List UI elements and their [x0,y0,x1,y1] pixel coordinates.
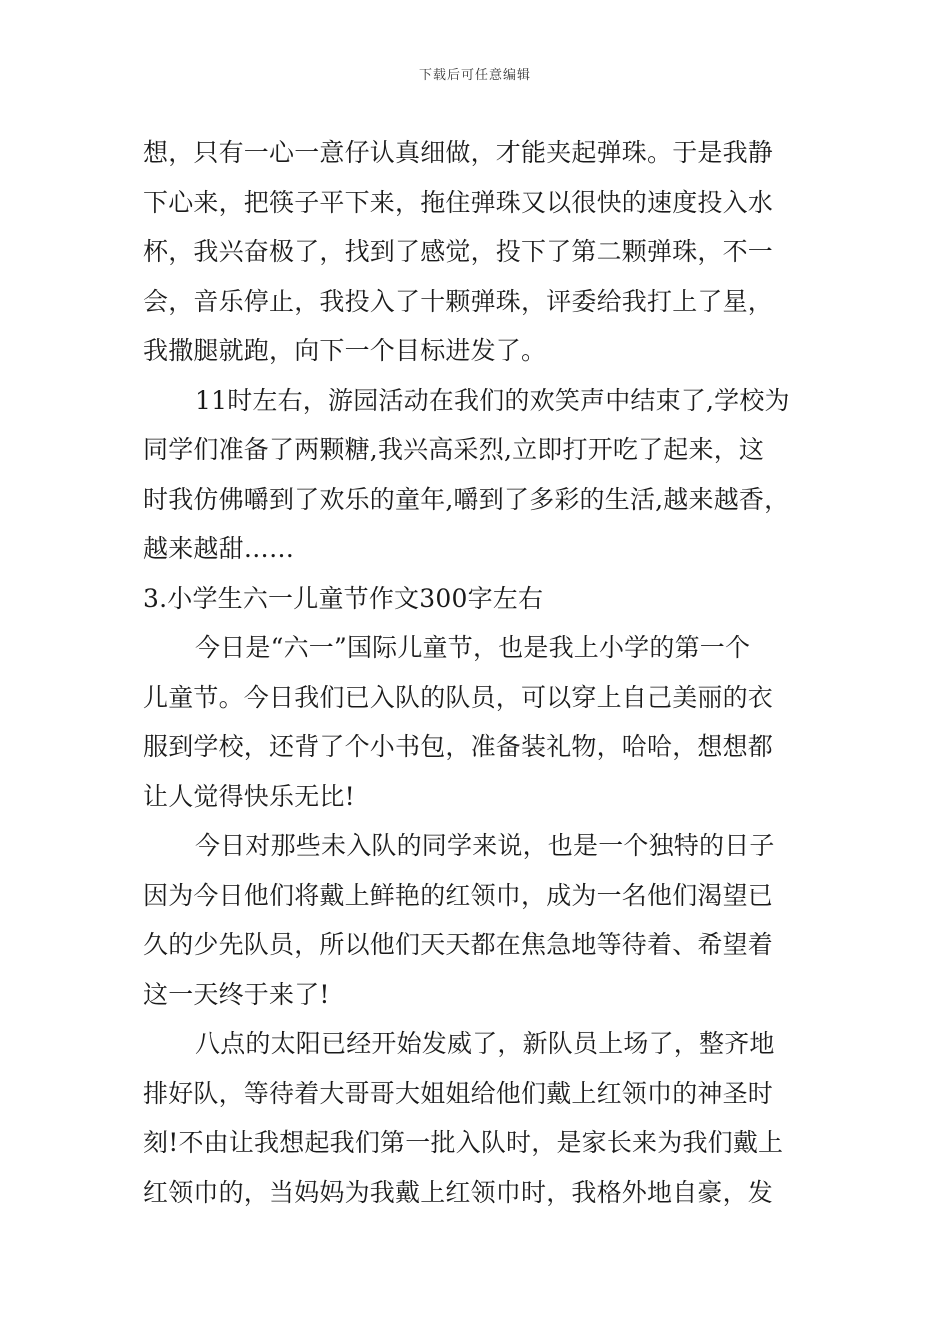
text-line: 八点的太阳已经开始发威了，新队员上场了，整齐地 [195,1029,775,1058]
text-line: 今日对那些未入队的同学来说，也是一个独特的日子 [195,831,775,860]
page-header: 下载后可任意编辑 [418,68,531,83]
text-line: 想，只有一心一意仔认真细做，才能夹起弹珠。于是我静 [143,138,774,167]
text-line: 久的少先队员，所以他们天天都在焦急地等待着、希望着 [143,930,774,959]
text-line: 因为今日他们将戴上鲜艳的红领巾，成为一名他们渴望已 [143,880,774,910]
text-line: 服到学校，还背了个小书包，准备装礼物，哈哈，想想都 [143,732,774,761]
text-line: 越来越甜…… [143,534,295,563]
text-line: 排好队，等待着大哥哥大姐姐给他们戴上红领巾的神圣时 [143,1078,774,1108]
text-line: 让人觉得快乐无比! [143,781,355,811]
document-body [143,128,833,1217]
text-line: 11时左右，游园活动在我们的欢笑声中结束了,学校为 [195,385,790,415]
text-line: 刻!不由让我想起我们第一批入队时，是家长来为我们戴上 [143,1128,784,1157]
text-line: 今日是“六一”国际儿童节，也是我上小学的第一个 [195,633,751,662]
text-line: 下心来，把筷子平下来，拖住弹珠又以很快的速度投入水 [143,187,774,217]
text-line: 同学们准备了两颗糖,我兴高采烈,立即打开吃了起来，这 [143,435,765,464]
text-line: 红领巾的，当妈妈为我戴上红领巾时，我格外地自豪，发 [143,1177,774,1207]
text-line: 3.小学生六一儿童节作文300字左右 [143,583,544,613]
text-line: 这一天终于来了! [143,979,330,1009]
text-line: 我撒腿就跑，向下一个目标进发了。 [143,336,547,365]
text-line: 时我仿佛嚼到了欢乐的童年,嚼到了多彩的生活,越来越香， [143,484,790,514]
text-line: 杯，我兴奋极了，找到了感觉，投下了第二颗弹珠，不一 [143,237,774,266]
text-line: 儿童节。今日我们已入队的队员，可以穿上自己美丽的衣 [143,682,774,712]
text-line: 会，音乐停止，我投入了十颗弹珠，评委给我打上了星， [143,286,774,316]
